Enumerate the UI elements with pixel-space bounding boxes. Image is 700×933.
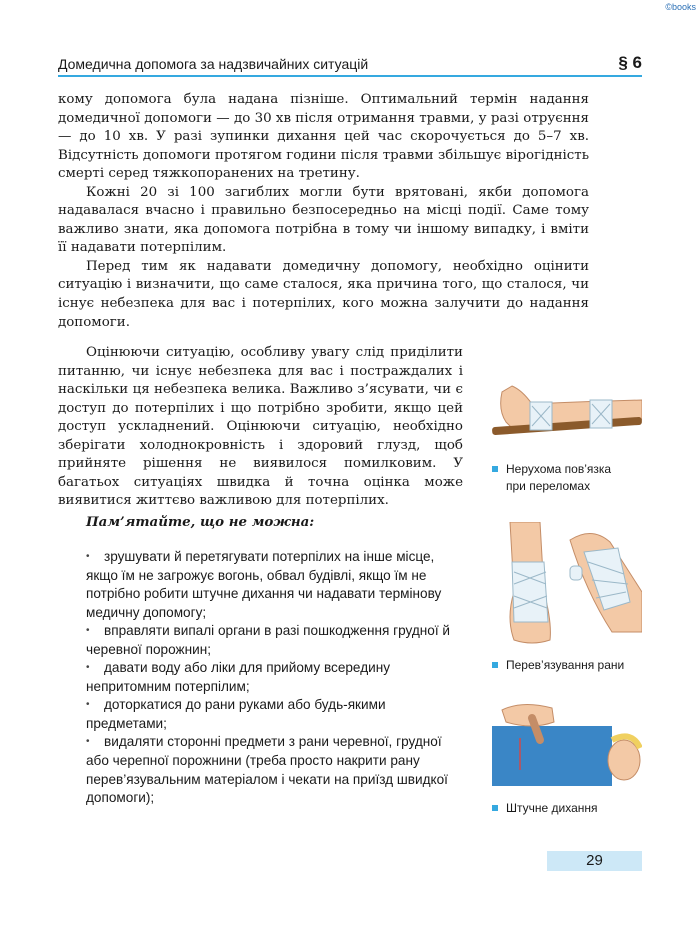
list-item: • доторкатися до рани руками або будь-якими предметами; <box>86 697 386 731</box>
figure-caption-1: Нерухома пов’язка при переломах <box>492 461 611 495</box>
page-number: 29 <box>547 851 642 871</box>
splint-illustration <box>492 380 642 450</box>
paragraph-2: Кожні 20 зі 100 загиблих могли бути врятовані, якби допомога надавалася вчасно і правильно безпосередньо на місці події. Саме тому важливо знати, яка допомога потрібна в тому чи іншому випадку, і вміти її надавати потерпілим. <box>58 184 589 256</box>
figure-caption-3: Штучне дихання <box>492 800 598 817</box>
chapter-title: Домедична допомога за надзвичайних ситуацій <box>58 56 369 72</box>
section-number: § 6 <box>618 53 642 72</box>
bandage-illustration <box>492 522 642 652</box>
paragraph-4: Оцінюючи ситуацію, особливу увагу слід приділити питанню, чи існує небезпека для вас і постраждалих і наскільки ця небезпека велика. Важливо з’ясувати, чи є доступ до потерпілих і що потрібно зробити, якщо цей доступ ускладнений. Оцінюючи ситуацію, необхідно зберігати холоднокровність і здоровий глузд, щоб прийняте рішення не виявилося помилковим. У багатьох ситуаціях швидка й точна оцінка може виявитися життєво важливою для потерпілих. <box>58 345 463 509</box>
list-item: • вправляти випалі органи в разі пошкодження грудної й черевної порожнин; <box>86 623 450 657</box>
paragraph-3: Перед тим як надавати домедичну допомогу, необхідно оцінити ситуацію і визначити, що саме сталося, яка причина того, що сталося, чи існує небезпека для вас і потерпілих, кого можна залучити до надання допомоги. <box>58 258 589 330</box>
remember-heading: Пам’ятайте, що не можна: <box>86 513 315 530</box>
corner-watermark: ©books <box>665 2 696 12</box>
running-header <box>58 53 642 78</box>
prohibited-actions-list <box>58 548 463 808</box>
caption-bullet <box>492 805 498 811</box>
list-item: • видаляти сторонні предмети з рани черевної, грудної або черепної порожнини (треба просто накрити рану перев’язувальним матеріалом і чекати на приїзд швидкої допомоги); <box>86 734 448 806</box>
body-text-column <box>58 344 463 531</box>
list-item: • зрушувати й перетягувати потерпілих на інше місце, якщо їм не загрожує вогонь, обвал будівлі, якщо їм не потрібно робити штучне дихання чи надавати термінову медичну допомогу; <box>86 549 442 620</box>
caption-bullet <box>492 662 498 668</box>
cpr-illustration <box>492 700 642 790</box>
paragraph-1: кому допомога була надана пізніше. Оптимальний термін надання домедичної допомоги — до 30 хв після отримання травми, у разі отруєння — до 10 хв. У разі зупинки дихання цей час скорочується до 5–7 хв. Відсутність допомоги протягом години після травми збільшує вірогідність смерті серед тяжкопоранених на третину. <box>58 92 589 182</box>
caption-bullet <box>492 466 498 472</box>
figure-caption-2: Перев’язування рани <box>492 657 624 674</box>
list-item: • давати воду або ліки для прийому всередину непритомним потерпілим; <box>86 660 391 694</box>
body-text-top <box>58 91 589 332</box>
header-rule <box>58 75 642 77</box>
